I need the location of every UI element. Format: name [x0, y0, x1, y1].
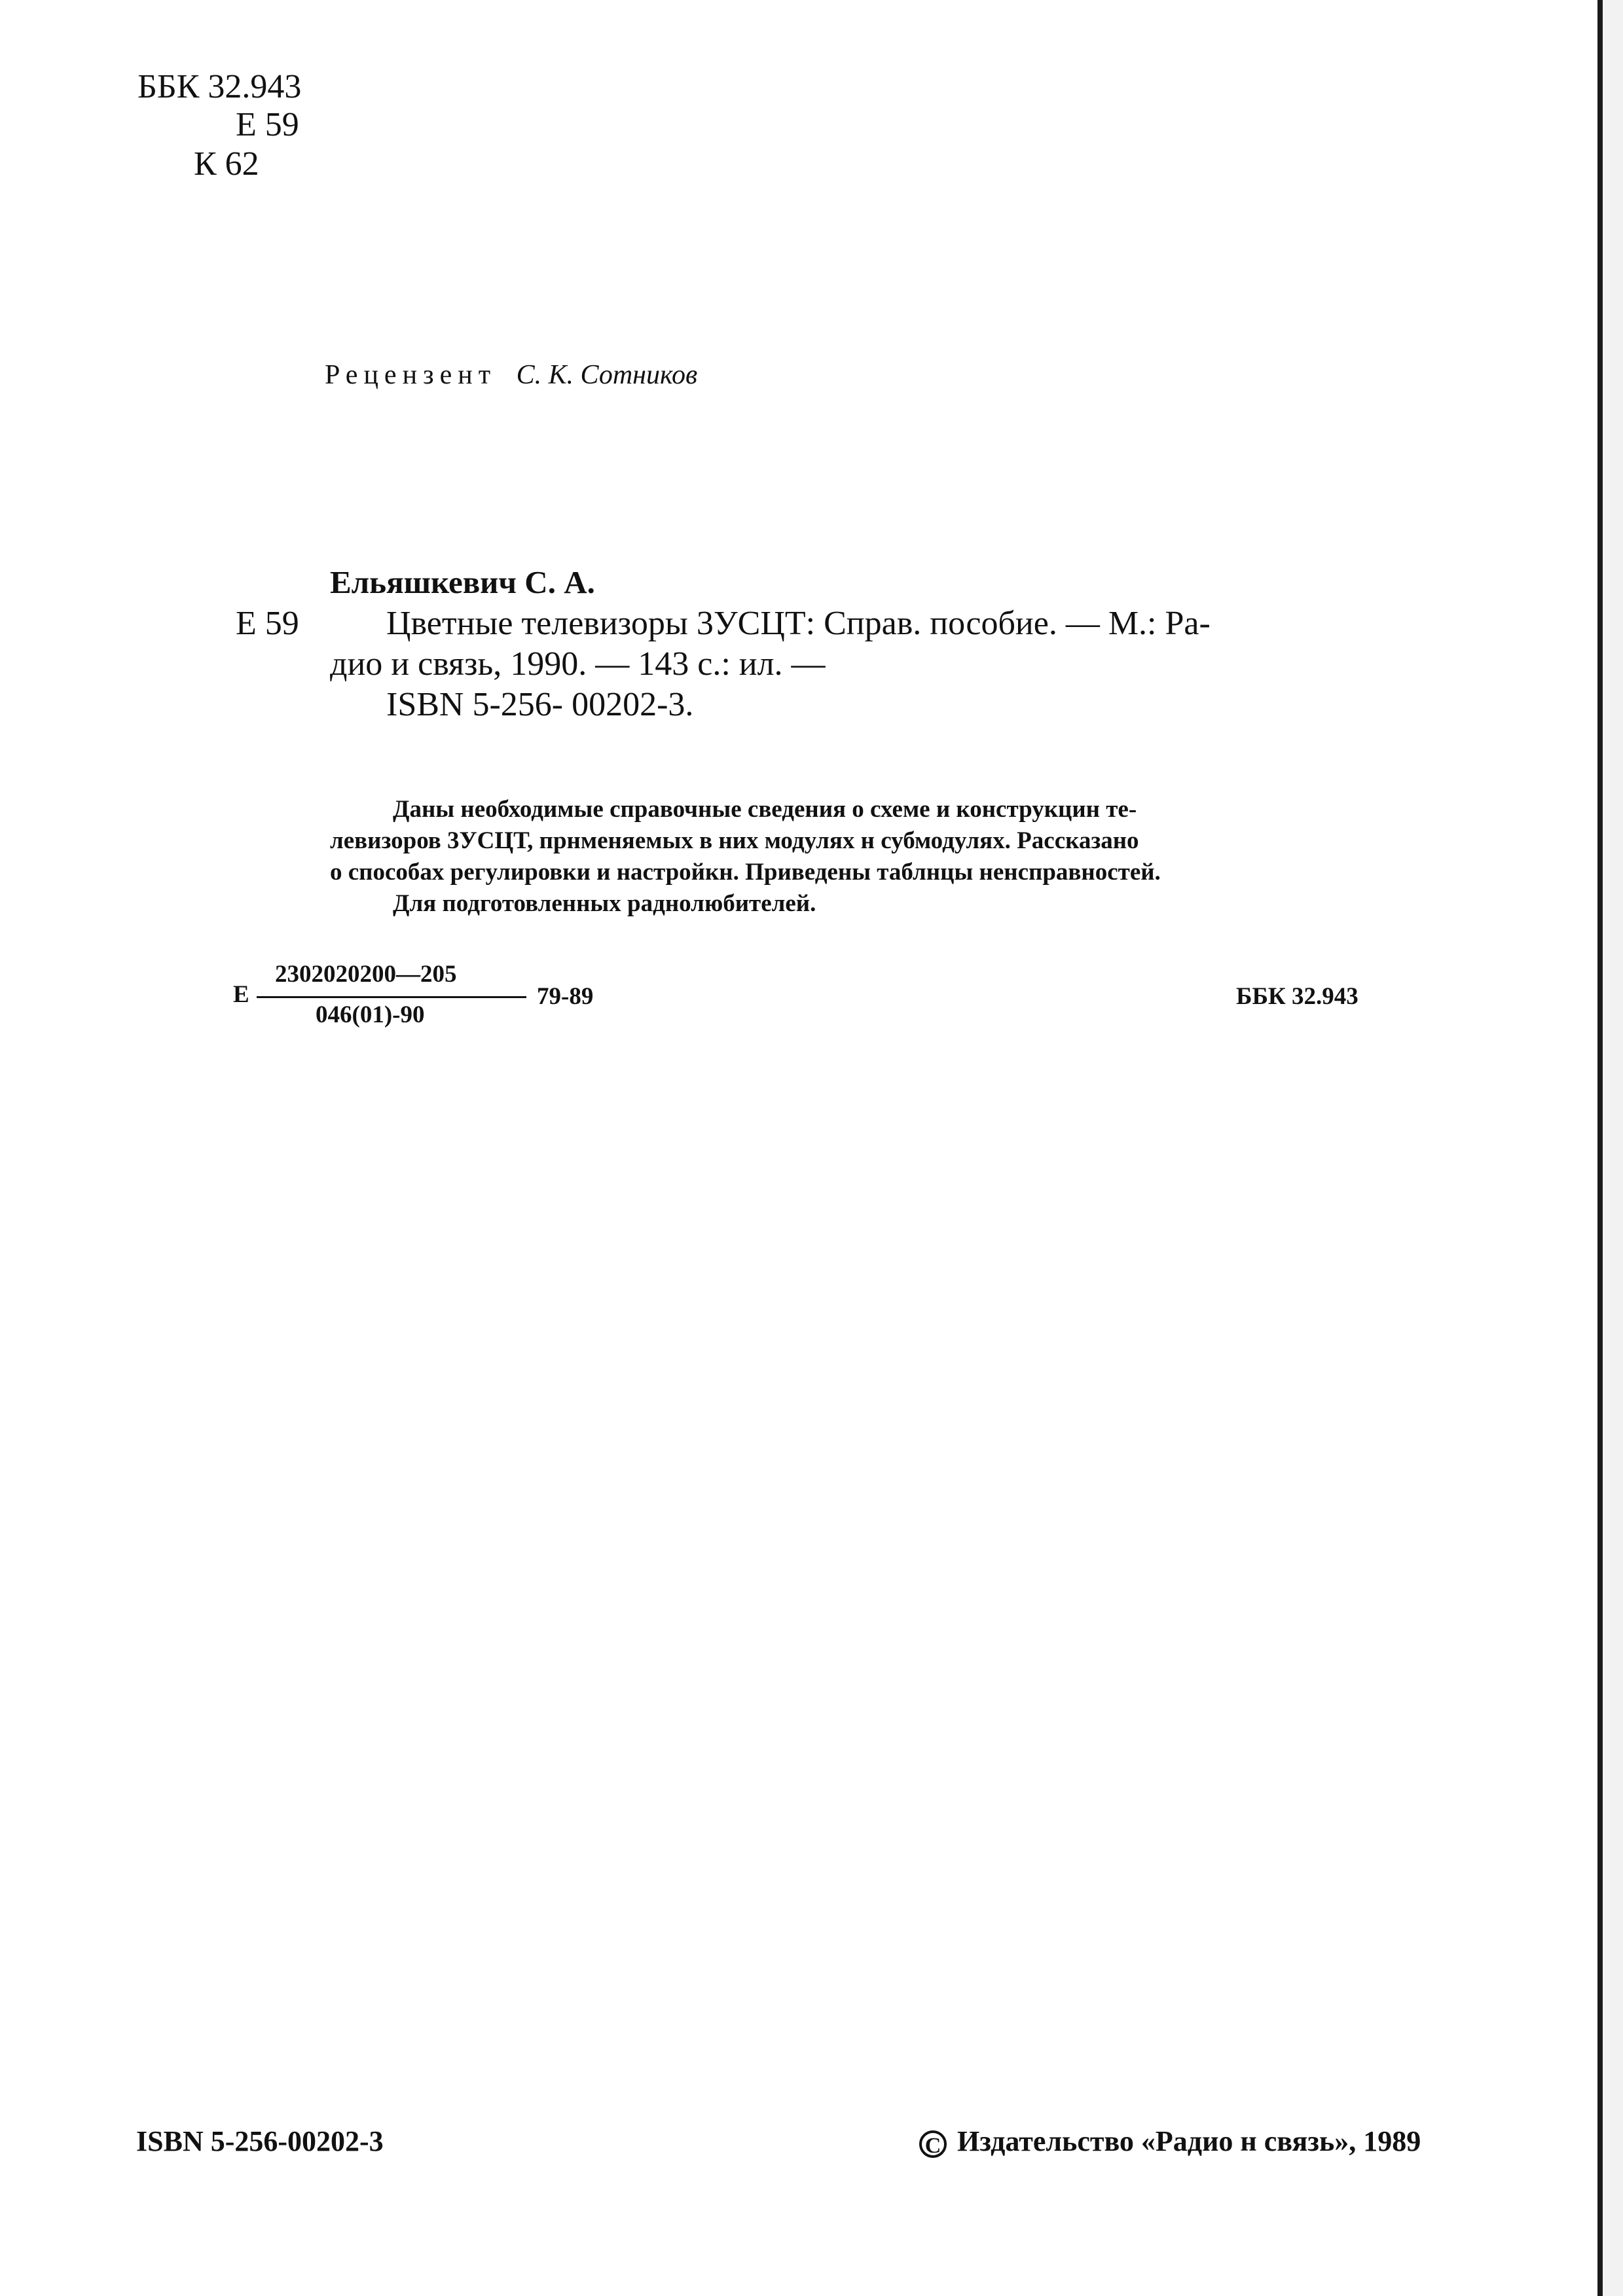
imprint-denominator: 046(01)-90 — [316, 1001, 425, 1028]
copyright-line — [919, 2125, 1421, 2159]
bbk-index: ББК 32.943 — [137, 68, 302, 105]
catalog-title-line1: Цветные телевизоры 3УСЦТ: Справ. пособие. — М.: Ра- — [386, 605, 1211, 642]
annotation-line4: Для подготовленных раднолюбителей. — [393, 890, 816, 917]
imprint-bbk: ББК 32.943 — [1236, 983, 1359, 1010]
copyright-text: Издательство «Радио н связь», 1989 — [957, 2125, 1421, 2157]
reviewer-name: С. К. Сотников — [516, 360, 698, 390]
imprint-numerator: 2302020200—205 — [275, 961, 457, 988]
annotation-line1: Даны необходимые справочные сведения о схеме и конструкцин те- — [393, 796, 1137, 823]
catalog-mark: Е 59 — [236, 605, 299, 642]
annotation-line2: левизоров 3УСЦТ, прнменяемых в них модулях н субмодулях. Рассказано — [330, 827, 1139, 854]
footer-isbn: ISBN 5-256-00202-3 — [136, 2125, 384, 2157]
copyright-icon: C — [919, 2130, 947, 2158]
imprint-suffix: 79-89 — [537, 983, 594, 1010]
imprint-fraction-bar — [257, 996, 526, 998]
reviewer-label: Рецензент — [325, 360, 497, 390]
page-edge-rule — [1597, 0, 1603, 2296]
page-edge-margin — [1603, 0, 1623, 2296]
annotation-line3: о способах регулировки и настройкн. Приведены таблнцы ненсправностей. — [330, 859, 1161, 886]
reviewer-line — [325, 359, 697, 391]
catalog-author: Ельяшкевич С. А. — [330, 564, 595, 600]
cutter-mark: К 62 — [194, 145, 259, 183]
catalog-isbn: ISBN 5-256- 00202-3. — [386, 686, 694, 723]
imprint-letter: Е — [233, 981, 249, 1008]
catalog-title-line2: дио и связь, 1990. — 143 с.: ил. — — [330, 645, 826, 683]
author-mark: Е 59 — [236, 106, 299, 143]
